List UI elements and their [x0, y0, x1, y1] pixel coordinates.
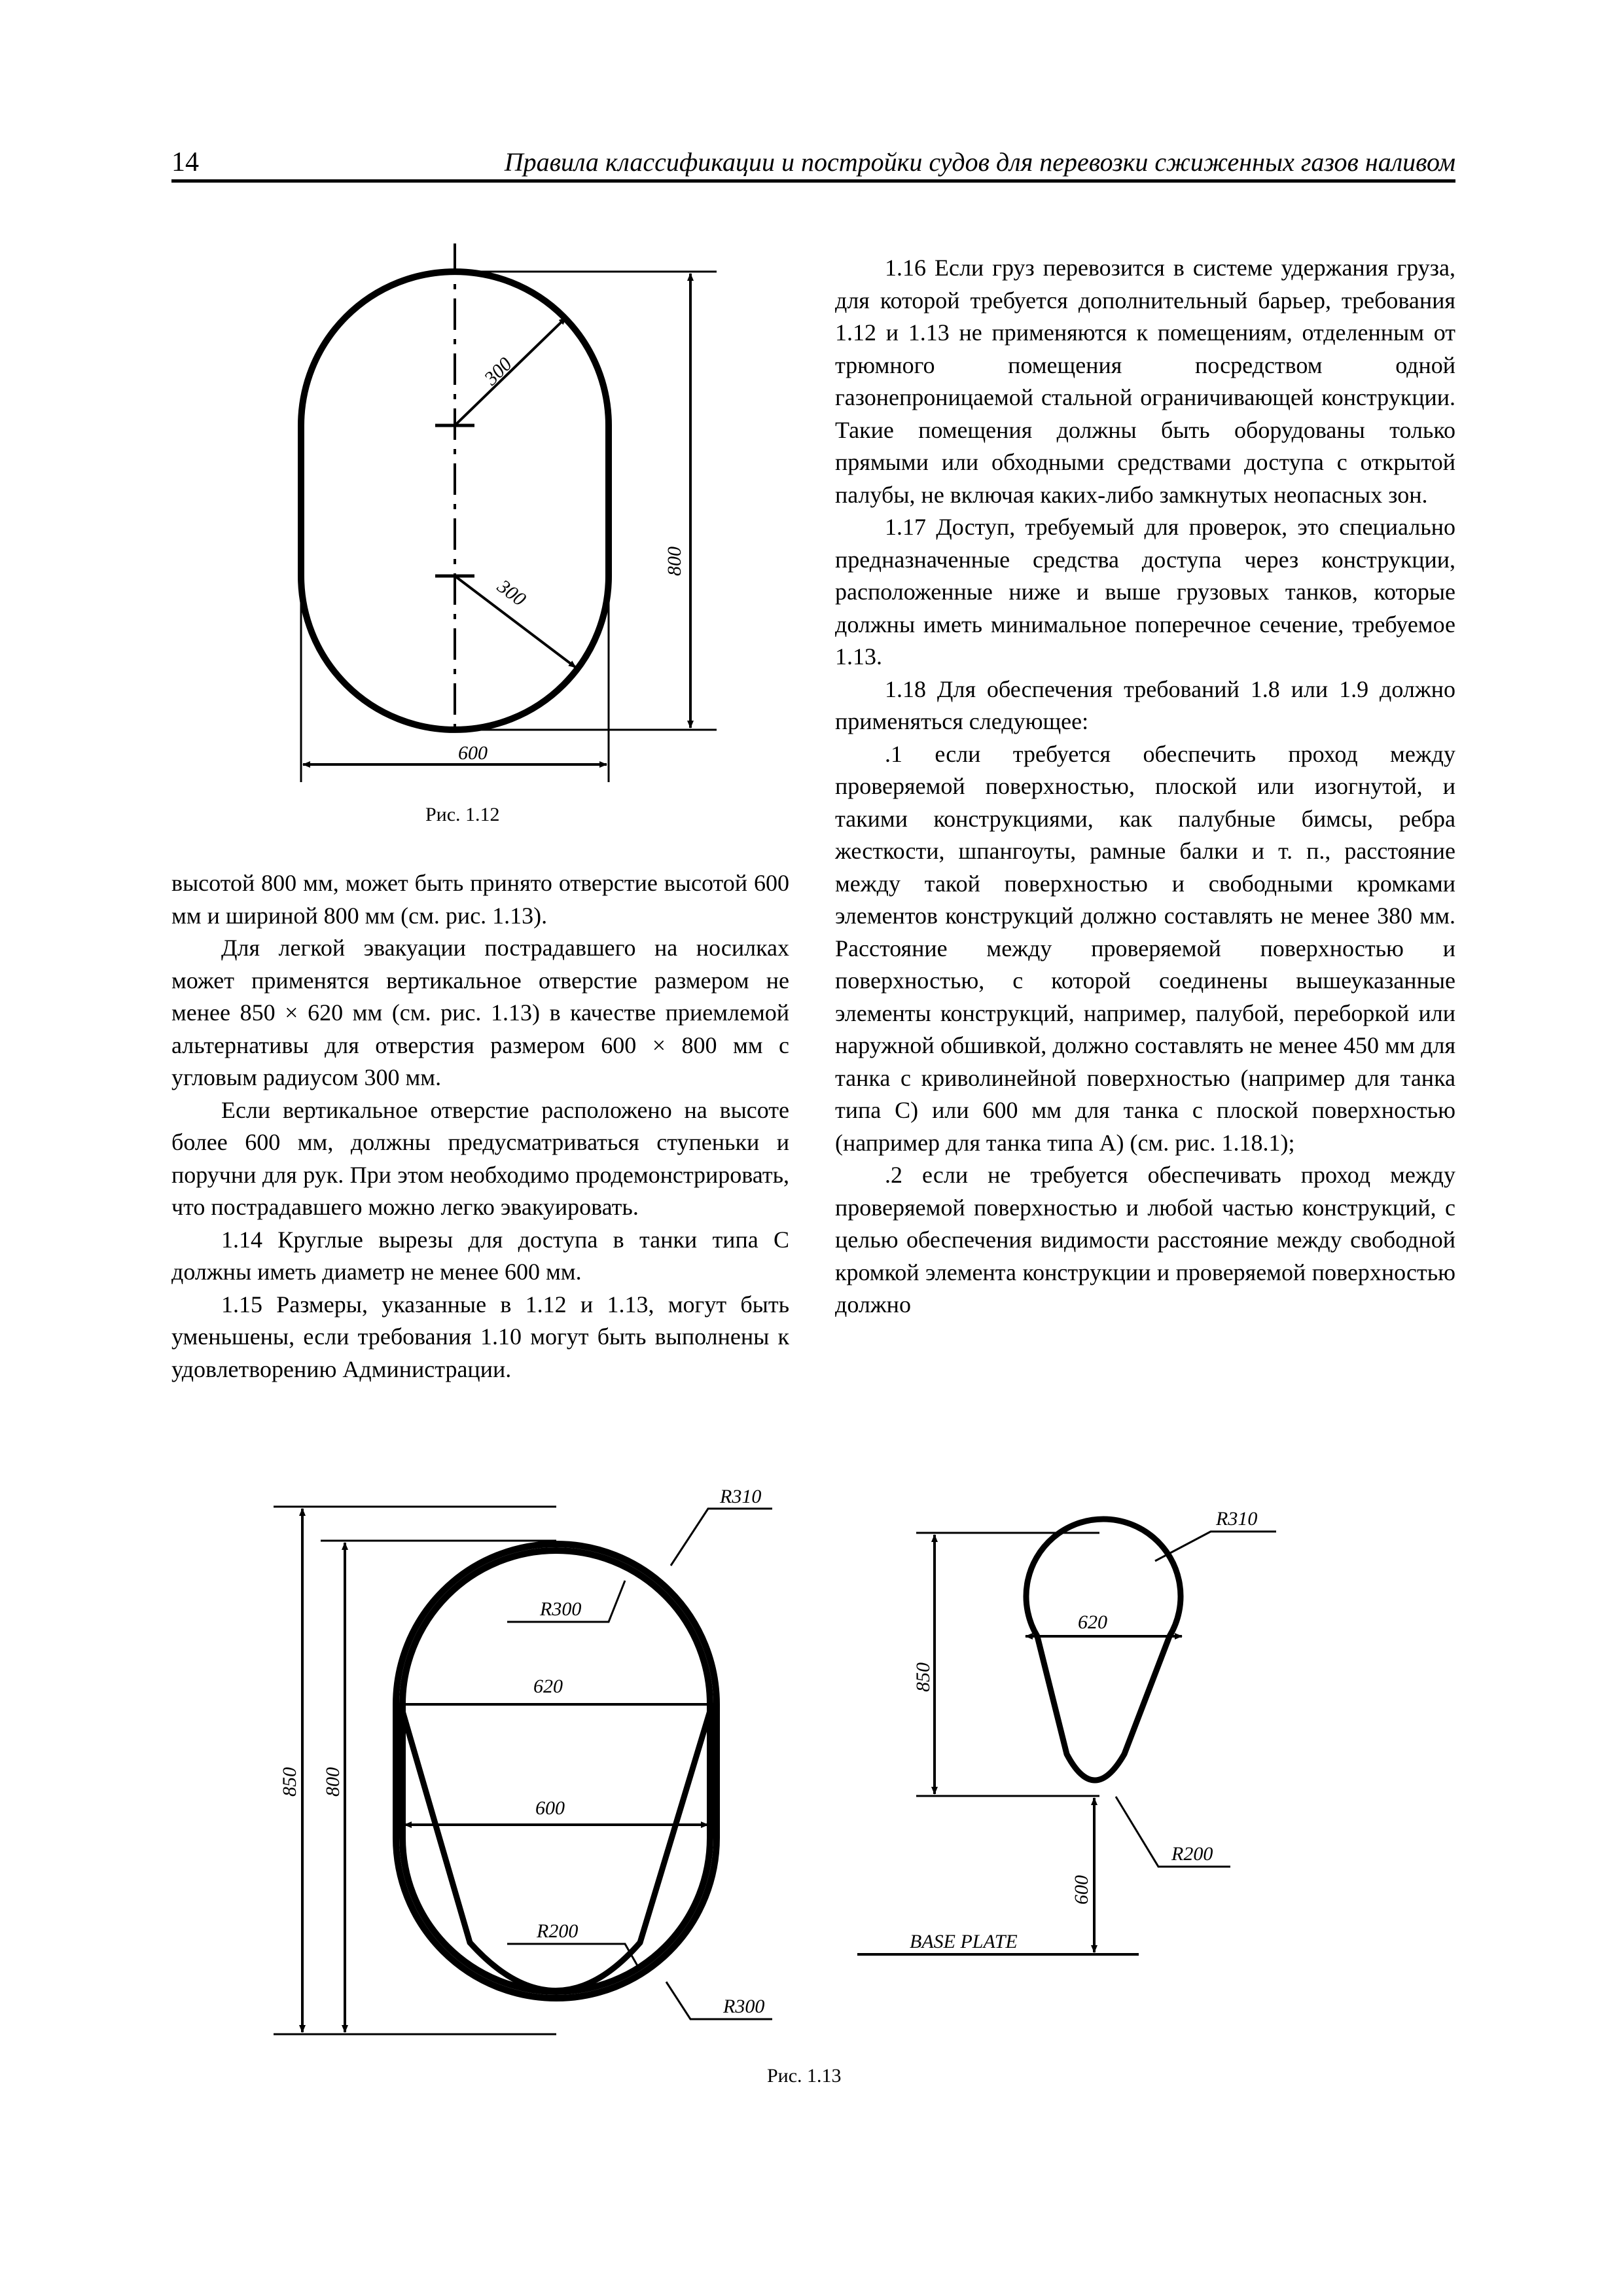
left-paragraph-1-14: 1.14 Круглые вырезы для доступа в танки типа С должны иметь диаметр не менее 600 мм. [171, 1226, 789, 1285]
figure-1-13-right-drawing [857, 1519, 1276, 1954]
fig13-right-620-label: 620 [1078, 1611, 1107, 1633]
right-column [835, 252, 1455, 1321]
fig13-left-r310-label: R310 [720, 1486, 762, 1507]
fig13-right-600-label: 600 [1071, 1875, 1092, 1905]
right-paragraph-1-17: 1.17 Доступ, требуемый для проверок, это специально предназначенные средства доступа через конструкции, расположенные ниже и выше грузовых танков, которые должны иметь минимальное поперечное сечение, требуемое 1.13. [835, 514, 1455, 670]
fig13-left-r300-top-label: R300 [540, 1598, 582, 1620]
figure-1-12-caption: Рис. 1.12 [425, 804, 500, 825]
fig12-radius-top-label: 300 [480, 353, 516, 389]
fig13-left-600-label: 600 [535, 1797, 565, 1819]
fig13-right-r310-label: R310 [1216, 1508, 1258, 1530]
left-paragraph-stretcher: Для легкой эвакуации пострадавшего на носилках может применятся вертикальное отверстие размером не менее 850 × 620 мм (см. рис. 1.13) в качестве приемлемой альтернативы для отверстия размером 600 × 800 мм с угловым радиусом 300 мм. [171, 935, 789, 1090]
figure-1-12-drawing [301, 243, 717, 782]
fig13-right-850-label: 850 [912, 1662, 934, 1692]
left-paragraph-vertical-opening: Если вертикальное отверстие расположено на высоте более 600 мм, должны предусматриваться ступеньки и поручни для рук. При этом необходимо продемонстрировать, что пострадавшего можно легко эвакуировать. [171, 1096, 789, 1220]
running-title: Правила классификации и постройки судов для перевозки сжиженных газов наливом [504, 147, 1455, 177]
right-paragraph-1-18: 1.18 Для обеспечения требований 1.8 или 1.9 должно применяться следующее: [835, 675, 1455, 734]
fig12-height-label: 800 [664, 547, 685, 576]
teardrop-outline [1026, 1519, 1181, 1780]
right-paragraph-item-1: .1 если требуется обеспечить проход между проверяемой поверхностью, плоской или изогнутой, и такими конструкциями, как палубные бимсы, ребра жесткости, шпангоуты, рамные балки и т. п., расстояние между такой поверхностью и свободными кромками элементов конструкций должно составлять не менее 380 мм. Расстояние между проверяемой поверхностью и поверхностью, с которой соединены вышеуказанные элементы конструкций, например, палубой, переборкой или наружной обшивкой, должно составлять не менее 450 мм для танка с криволинейной поверхностью (например для танка типа С) или 600 мм для танка с плоской поверхностью (например для танка типа А) (см. рис. 1.18.1); [835, 740, 1455, 1156]
leader-r310 [671, 1509, 772, 1566]
leader-r310 [1155, 1532, 1276, 1561]
fig12-width-label: 600 [458, 742, 488, 764]
right-paragraph-item-2: .2 если не требуется обеспечивать проход между проверяемой поверхностью и любой частью конструкций, с целью обеспечения видимости расстояние между свободной кромкой элемента конструкции и проверяемой поверхностью должно [835, 1162, 1455, 1318]
fig12-radius-bottom-label: 300 [493, 575, 530, 611]
left-paragraph-1-15: 1.15 Размеры, указанные в 1.12 и 1.13, могут быть уменьшены, если требования 1.10 могут быть выполнены к удовлетворению Администрации. [171, 1291, 789, 1382]
right-paragraph-1-16: 1.16 Если груз перевозится в системе удержания груза, для которой требуется дополнительный барьер, требования 1.12 и 1.13 не применяются к помещениям, отделенным от трюмного помещения посредством одной газонепроницаемой стальной ограничивающей конструкции. Такие помещения должны быть оборудованы только прямыми или обходными средствами доступа с открытой палубы, не включая каких-либо замкнутых неопасных зон. [835, 255, 1455, 508]
fig13-right-base-plate-label: BASE PLATE [910, 1931, 1018, 1952]
fig13-left-620-label: 620 [533, 1676, 563, 1697]
fig13-left-r300-bottom-label: R300 [723, 1996, 765, 2017]
page-number: 14 [171, 147, 199, 177]
fig13-right-r200-label: R200 [1171, 1843, 1213, 1865]
fig13-left-850-label: 850 [279, 1767, 300, 1797]
figure-1-13-left-drawing [274, 1507, 772, 2034]
fig13-left-r200-label: R200 [537, 1920, 579, 1942]
left-paragraph-continuation: высотой 800 мм, может быть принято отверстие высотой 600 мм и шириной 800 мм (см. рис. 1.13). [171, 870, 789, 929]
figure-1-13-caption: Рис. 1.13 [767, 2065, 842, 2087]
fig13-left-800-label: 800 [322, 1767, 344, 1797]
left-column [171, 867, 789, 1386]
